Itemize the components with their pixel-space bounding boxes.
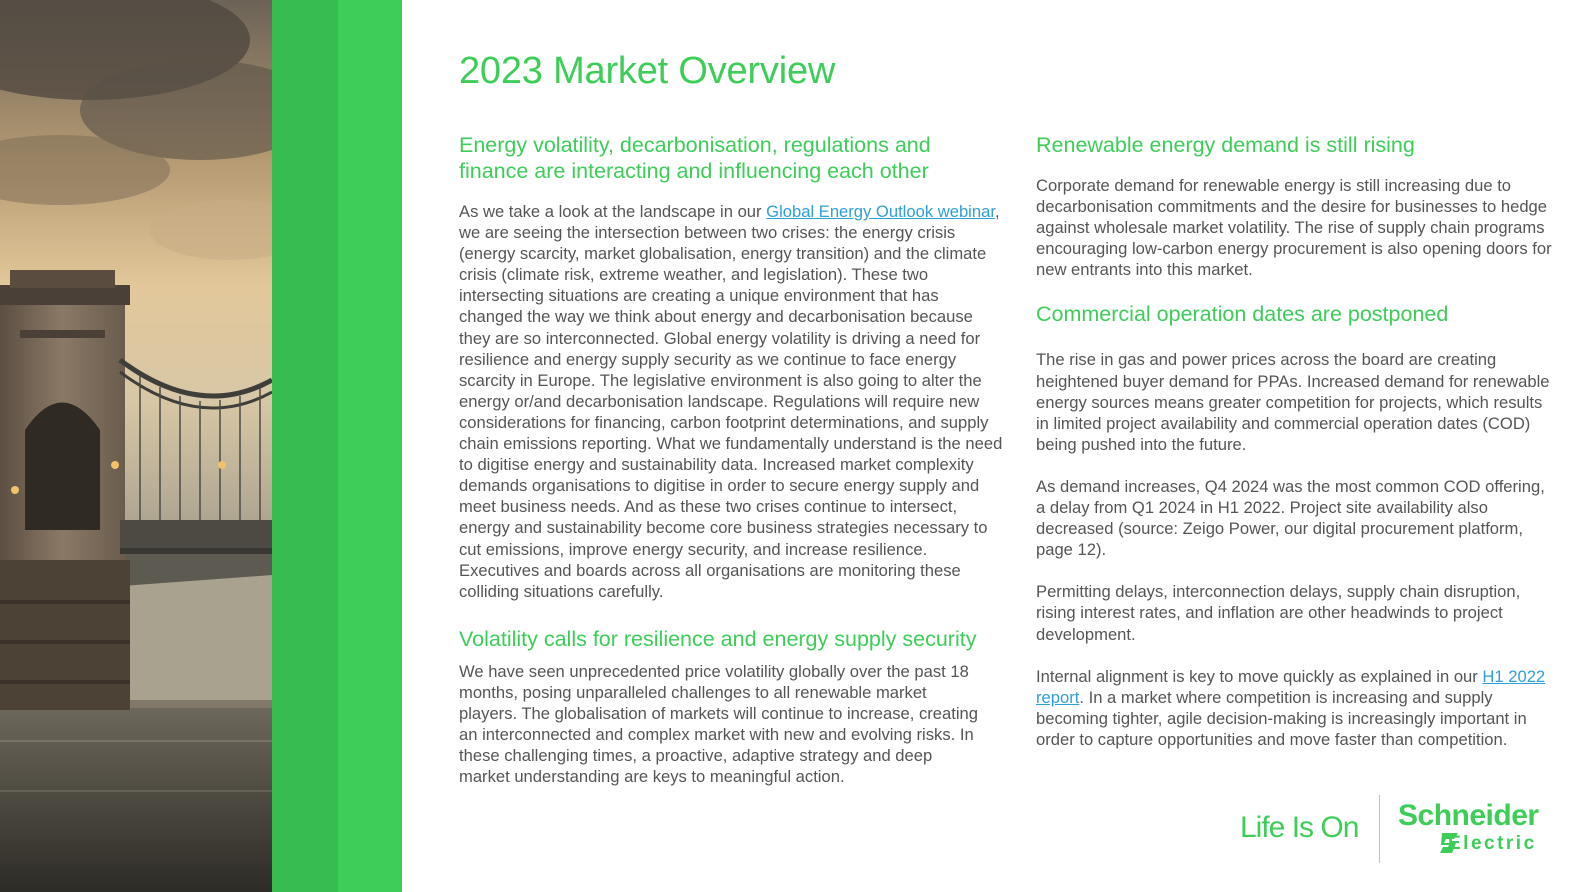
life-is-on-tagline — [1240, 811, 1358, 845]
bridge-photo — [0, 0, 272, 892]
global-energy-outlook-link[interactable]: Global Energy Outlook webinar — [766, 202, 995, 221]
paragraph-ppa-demand: The rise in gas and power prices across the board are creating heightened buyer demand for PPAs. Increased demand for renewable energy sources means greater competition for projects, which results in limited project availability and commercial operation dates (COD) being pushed into the future. — [1036, 350, 1550, 454]
alignment-text-intro: Internal alignment is key to move quickly as explained in our — [1036, 666, 1483, 686]
body-text-intro: As we take a look at the landscape in our — [459, 202, 767, 221]
tagline-text: Life Is On — [1240, 811, 1359, 844]
paragraph-internal-alignment — [1036, 666, 1554, 750]
section-heading-volatility-resilience: Volatility calls for resilience and energy supply security — [459, 626, 977, 651]
section-body-renewable-demand: Corporate demand for renewable energy is still increasing due to decarbonisation commitments and the desire for businesses to hedge against wholesale market volatility. The rise of supply chain programs encouraging low-carbon energy procurement is also opening doors for new entrants into this market. — [1036, 176, 1552, 280]
section-heading-commercial-operation: Commercial operation dates are postponed — [1036, 302, 1449, 327]
section-body-volatility-resilience: We have seen unprecedented price volatility globally over the past 18 months, posing unparalleled challenges to all renewable market players. The globalisation of markets will continue to increase, creating an interconnected and complex market with new and evolving risks. In these challenging times, a proactive, adaptive strategy and deep market understanding are keys to meaningful action. — [459, 661, 978, 787]
logo-divider — [1379, 795, 1380, 863]
footer-logos — [1240, 795, 1570, 863]
right-column — [1036, 132, 1554, 750]
h1-2022-report-link[interactable]: H1 2022 report — [1036, 666, 1546, 707]
left-column — [459, 132, 1004, 787]
schneider-electric-logo — [1398, 799, 1568, 859]
alignment-text-continued: . In a market where competition is increasing and supply becoming tighter, agile decision-making is increasingly important in order to capture opportunities and move faster than competition. — [1036, 687, 1527, 749]
accent-green-bar-overlay — [272, 0, 338, 892]
page-title: 2023 Market Overview — [459, 50, 836, 92]
brand-subtitle: Electric — [1448, 833, 1537, 854]
paragraph-headwinds: Permitting delays, interconnection delays, supply chain disruption, rising interest rates, and inflation are other headwinds to project development. — [1036, 582, 1521, 644]
accent-green-bar — [272, 0, 402, 892]
section-body-energy-volatility — [459, 201, 1004, 602]
body-text-continued: , we are seeing the intersection between two crises: the energy crisis (energy scarcity, market globalisation, energy transition) and the climate crisis (climate risk, extreme weather, and legislation). These two intersecting situations are creating a unique environment that has changed the way we think about energy and decarbonisation because they are so interconnected. Global energy volatility is driving a need for resilience and energy supply security as we continue to face energy scarcity in Europe. The legislative environment is also going to alter the energy or/and decarbonisation landscape. Regulations will require new considerations for financing, carbon footprint determinations, and supply chain emissions reporting. What we fundamentally understand is the need to digitise energy and sustainability data. Increased market complexity demands organisations to digitise in order to secure energy supply and meet business needs. And as these two crises continue to intersect, energy and sustainability become core business strategies necessary to cut emissions, improve energy security, and increase resilience. Executives and boards across all organisations are monitoring these colliding situations carefully. — [459, 202, 1003, 601]
section-heading-energy-volatility: Energy volatility, decarbonisation, regulations and finance are interacting and influencing each other — [459, 133, 931, 183]
brand-name: Schneider — [1398, 799, 1539, 832]
paragraph-cod-delay: As demand increases, Q4 2024 was the most common COD offering, a delay from Q1 2024 in H1 2022. Project site availability also decreased (source: Zeigo Power, our digital procurement platform, page 12). — [1036, 476, 1545, 560]
section-heading-renewable-demand: Renewable energy demand is still rising — [1036, 133, 1415, 157]
